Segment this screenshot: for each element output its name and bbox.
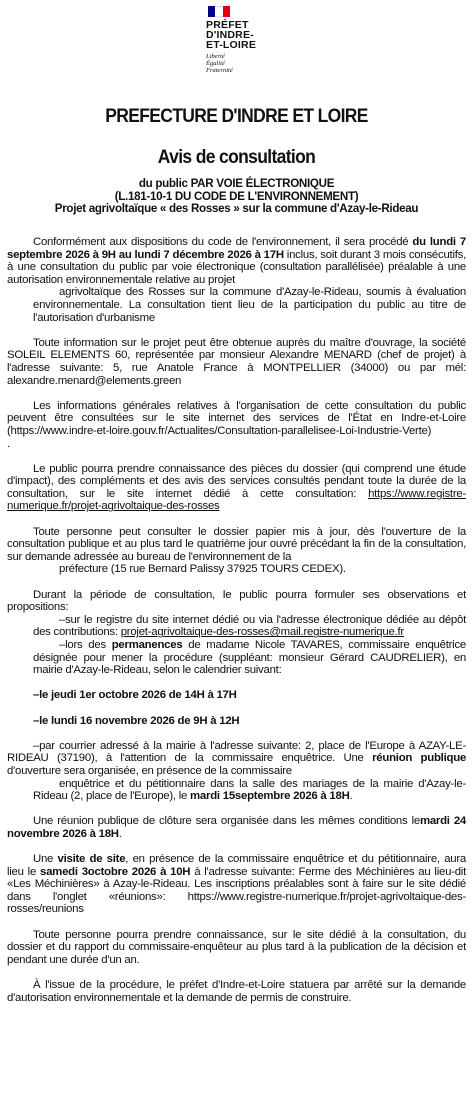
paragraph-site-visit: Une visite de site, en présence de la commissaire enquêtrice et du pétitionnaire, aura lieu le samedi 3octobre 2026 à 10H à l'adresse suivante: Ferme des Méchinières au lieu-dit «Les Méchinières» à Azay-le-Rideau. Les inscriptions préalables sont à faire sur le site dédié dans l'onglet «réunions»: https://www.registre-numerique.fr/projet-agrivoltaique-des-rosses/reunions [7,853,466,916]
paragraph-general-info: Les informations générales relatives à l'organisation de cette consultation du public peuvent être consultées sur le site internet des services de l'État en Indre-et-Loire (https://www.indre-et-loire.gouv.fr/Actualites/Consultation-parallelisee-Loi-Industrie-Verte) . [7,399,466,450]
permanence-dates [7,689,466,727]
paragraph-decision: À l'issue de la procédure, le préfet d'Indre-et-Loire statuera par arrêté sur la demande d'autorisation environnementale et la demande de permis de construire. [7,979,466,1004]
notice-title: Avis de consultation [157,147,316,168]
logo-motto: Liberté Égalité Fraternité [206,53,233,74]
notice-body [7,236,466,1017]
paragraph-courrier: –par courrier adressé à la mairie à l'adresse suivante: 2, place de l'Europe à AZAY-LE-RIDEAU (37190), à l'attention de la commissaire enquêtrice. Une réunion publique d'ouverture sera organisée, en présence de la commissaire enquêtrice et du pétitionnaire dans la salle des mariages de la mairie d'Azay-le-Rideau (2, place de l'Europe), le mardi 15septembre 2026 à 18H. [7,739,466,803]
paragraph-intro: Conformément aux dispositions du code de l'environnement, il sera procédé du lundi 7 septembre 2026 à 9H au lundi 7 décembre 2026 à 17H inclus, soit durant 3 mois consécutifs, à une consultation du public par voie électronique (consultation parallélisée) préalable à une autorisation environnementale relative au projet agrivoltaïque des Rosses sur la commune d'Azay-le-Rideau, soumis à évaluation environnementale. La consultation tient lieu de la participation du public au titre de l'autorisation d'urbanisme [7,236,466,324]
prefecture-heading: PREFECTURE D'INDRE ET LOIRE [105,106,368,127]
permanence-date-2: –le lundi 16 novembre 2026 de 9H à 12H [33,714,240,727]
paragraph-paper-dossier: Toute personne peut consulter le dossier papier mis à jour, dès l'ouverture de la consultation publique et au plus tard le quatrième jour ouvré précédant la fin de la consultation, sur demande adressée au bureau de l'environnement de la préfecture (15 rue Bernard Palissy 37925 TOURS CEDEX). [7,525,466,576]
paragraph-report: Toute personne pourra prendre connaissance, sur le site dédié à la consultation, du dossier et du rapport du commissaire-enquêteur au plus tard à la publication de la décision et pendant une durée d'un an. [7,928,466,966]
paragraph-closing-meeting: Une réunion publique de clôture sera organisée dans les mêmes conditions lemardi 24 novembre 2026 à 18H. [7,815,466,840]
paragraph-contact: Toute information sur le projet peut être obtenue auprès du maître d'ouvrage, la société SOLEIL ELEMENTS 60, représentée par monsieur Alexandre MENARD (chef de projet) à l'adresse suivante: 5, rue Anatole France à MONTPELLIER (34000) ou par mél: alexandre.menard@elements.green [7,336,466,387]
logo-title: PRÉFET D'INDRE- ET-LOIRE [206,19,257,51]
french-flag-icon [208,6,230,17]
prefecture-logo [206,6,276,74]
paragraph-dossier: Le public pourra prendre connaissance des pièces du dossier (qui comprend une étude d'impact), des compléments et des avis des services consultés pendant toute la durée de la consultation, sur le site internet dédié à cette consultation: https://www.registre-numerique.fr/projet-agrivoltaique-des-rosses [7,462,466,513]
registre-link[interactable]: https://www.registre-numerique.fr/projet-agrivoltaique-des-rosses [7,487,466,513]
notice-subtitle: du public PAR VOIE ÉLECTRONIQUE (L.181-10-1 DU CODE DE L'ENVIRONNEMENT) Projet agrivoltaïque « des Rosses » sur la commune d'Azay-le-Rideau [54,177,419,215]
paragraph-observations: Durant la période de consultation, le public pourra formuler ses observations et propositions: –sur le registre du site internet dédié ou via l'adresse électronique dédiée au dépôt des contributions: projet-agrivoltaique-des-rosses@mail.registre-numerique.fr –lors des permanences de madame Nicole TAVARES, commissaire enquêtrice désignée pour mener la procédure (suppléant: monsieur Gérard CAUDRELIER), en mairie d'Azay-le-Rideau, selon le calendrier suivant: [7,588,466,677]
permanence-date-1: –le jeudi 1er octobre 2026 de 14H à 17H [33,689,237,702]
contribution-email-link[interactable]: projet-agrivoltaique-des-rosses@mail.registre-numerique.fr [120,626,404,639]
